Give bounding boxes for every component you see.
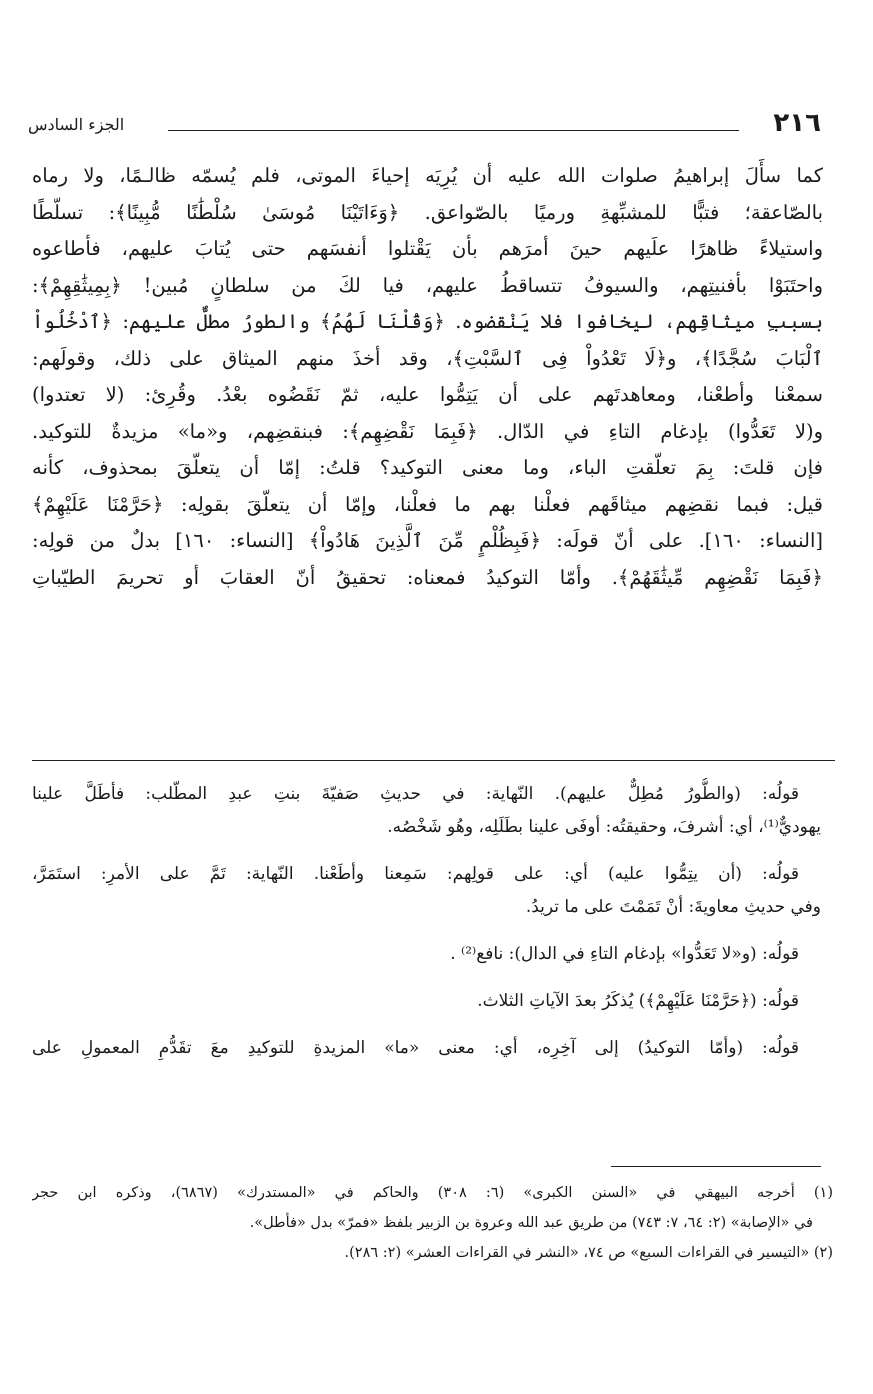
main-line: قيل: فبما نقضِهم ميثاقَهم فعلْنا بهم ما فعلْنا، وإمّا أن يتعلّقَ بقولِه: ﴿حَرَّمْنَا عَلَيْهِمْ﴾ — [32, 492, 823, 516]
main-line: فإن قلتَ: بِمَ تعلّقتِ الباء، وما معنى التوكيد؟ قلتُ: إمّا أن يتعلّقَ بمحذوف، كأنه — [32, 456, 823, 479]
commentary-line: قولُه: (والطُّورُ مُطِلٌّ عليهم). النّهاية: في حديثِ صَفيّةَ بنتِ عبدِ المطّلب: فأطَلَّ علينا — [32, 784, 799, 804]
main-line: واستيلاءً ظاهرًا علَيهم حينَ أمرَهم بأن يَقْتلوا أنفسَهم حتى يُتابَ عليهم، فأطاعوه — [32, 237, 823, 260]
commentary-block — [32, 1032, 821, 1065]
footnote-line: (١) أخرجه البيهقي في «السنن الكبرى» (٦: ٣٠٨) والحاكم في «المستدرك» (٦٨٦٧)، وذكره ابن حجر — [32, 1185, 833, 1201]
main-line: بسببِ ميثاقِهم، ليخافوا فلا يَنْقضوه. ﴿وَقُلْنَا لَهُمُ﴾ والطورُ مطلٌّ عليهم: ﴿ٱدْخُلُواْ — [32, 310, 823, 333]
header-rule — [168, 130, 739, 131]
main-line: [النساء: ١٦٠]. على أنّ قولَه: ﴿فَبِظُلْمٍ مِّنَ ٱلَّذِينَ هَادُواْ﴾ [النساء: ١٦٠] بدلٌ من قولِه: — [32, 529, 823, 552]
page-number: ٢١٦ — [773, 108, 821, 138]
commentary-separator — [32, 760, 835, 761]
main-line: ﴿فَبِمَا نَقْضِهِم مِّيثَٰقَهُمْ﴾. وأمّا التوكيدُ فمعناه: تحقيقُ أنّ العقابَ أو تحريمَ الطيّباتِ — [32, 565, 823, 589]
footnote-line: في «الإصابة» (٢: ٦٤، ٧: ٧٤٣) من طريق عبد الله وعروة بن الزبير بلفظ «فمرّ» بدل «فأطل». — [249, 1215, 813, 1231]
main-text — [32, 158, 823, 596]
commentary-line: قولُه: (﴿حَرَّمْنَا عَلَيْهِمْ﴾) يُذكَرُ بعدَ الآياتِ الثلاث. — [477, 991, 799, 1011]
commentary-block — [32, 858, 821, 924]
commentary-line: يهوديٌّ⁽¹⁾، أي: أشرفَ، وحقيقتُه: أوفَى علينا بطَلَلِه، وهُو شَخْصُه. — [387, 817, 821, 837]
commentary-block — [32, 778, 821, 844]
main-line: سمعْنا وأطعْنا، ومعاهدتَهم على أن يَتِمُّوا عليه، ثمّ نَقَضُوه بعْدُ. وقُرِئ: (لا تعتدوا) — [32, 383, 823, 406]
main-line: بالصّاعقة؛ فتبًّا للمشبِّهةِ ورميًا بالصّواعق. ﴿وَءَاتَيْنَا مُوسَىٰ سُلْطَٰنًا مُّبِينًا﴾: تسلّطًا — [32, 200, 823, 224]
page-header — [28, 108, 821, 142]
main-line: ٱلْبَابَ سُجَّدًا﴾، و﴿لَا تَعْدُواْ فِى ٱلسَّبْتِ﴾، وقد أخذَ منهم الميثاق على ذلك، وقولَهم: — [32, 346, 823, 370]
footnote-separator — [611, 1166, 821, 1167]
main-line: واحتَبَوْا بأفنيتِهم، والسيوفُ تتساقطُ عليهم، فيا لكَ من سلطانٍ مُبين! ﴿بِمِيثَٰقِهِمْ﴾: — [32, 273, 823, 297]
main-line: و(لا تَعَدُّوا) بإدغام التاءِ في الدّال. ﴿فَبِمَا نَقْضِهِم﴾: فبنقضِهم، و«ما» مزيدةٌ للتوكيد. — [32, 419, 823, 443]
commentary — [32, 778, 821, 1079]
footnote-line: (٢) «التيسير في القراءات السبع» ص ٧٤، «النشر في القراءات العشر» (٢: ٢٨٦). — [344, 1245, 833, 1261]
running-head: الجزء السادس — [28, 115, 125, 134]
commentary-block — [32, 938, 821, 971]
commentary-block — [32, 985, 821, 1018]
footnotes — [32, 1178, 833, 1268]
commentary-line: قولُه: (أن يتِمُّوا عليه) أي: على قولِهم: سَمِعنا وأطَعْنا. النّهاية: تَمَّ على الأمرِ: استَمَرَّ، — [32, 864, 799, 884]
commentary-line: وفي حديثِ معاويةَ: أنْ تَمَمْتَ على ما تريدُ. — [525, 897, 821, 917]
commentary-line: قولُه: (و«لا تَعَدُّوا» بإدغام التاءِ في الدال): نافع⁽²⁾ . — [450, 944, 799, 964]
commentary-line: قولُه: (وأمّا التوكيدُ) إلى آخِرِه، أي: معنى «ما» المزيدةِ للتوكيدِ معَ تقَدُّمِ المعمولِ على — [32, 1038, 799, 1058]
main-line: كما سأَلَ إبراهيمُ صلوات الله عليه أن يُرِيَه إحياءَ الموتى، فلم يُسمّه ظالـمًا، ولا رماه — [32, 164, 823, 187]
